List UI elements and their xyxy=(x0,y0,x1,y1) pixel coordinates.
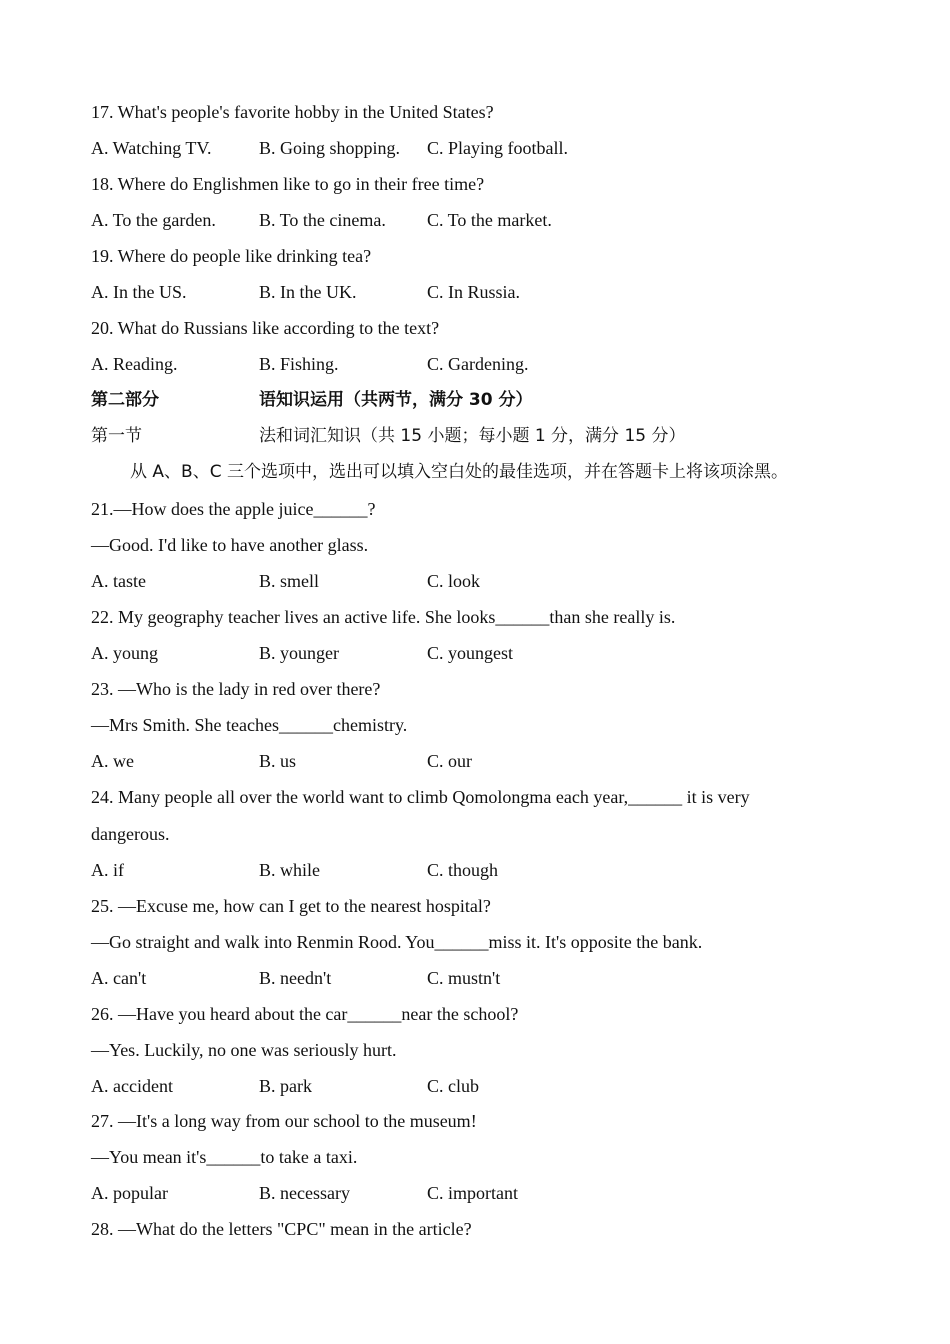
question-19: 19. Where do people like drinking tea? xyxy=(91,246,372,266)
option-c: C. Playing football. xyxy=(427,138,568,158)
question-21-reply: —Good. I'd like to have another glass. xyxy=(91,535,369,555)
option-b: B. To the cinema. xyxy=(259,210,386,230)
section-title: 法和词汇知识（共 15 小题；每小题 1 分，满分 15 分） xyxy=(259,426,686,446)
question-21: 21.—How does the apple juice______? xyxy=(91,499,376,519)
option-a: A. can't xyxy=(91,968,147,988)
option-c: C. our xyxy=(427,751,472,771)
question-24: 24. Many people all over the world want to climb Qomolongma each year,______ it is very xyxy=(91,787,750,807)
option-c: C. In Russia. xyxy=(427,282,521,302)
question-17: 17. What's people's favorite hobby in the United States? xyxy=(91,102,494,122)
option-b: B. while xyxy=(259,860,320,880)
section-label: 第一节 xyxy=(91,426,142,446)
option-b: B. younger xyxy=(259,643,339,663)
question-23: 23. —Who is the lady in red over there? xyxy=(91,679,381,699)
option-c: C. mustn't xyxy=(427,968,501,988)
question-26-reply: —Yes. Luckily, no one was seriously hurt. xyxy=(91,1040,397,1060)
question-27-reply: —You mean it's______to take a taxi. xyxy=(91,1147,358,1167)
option-c: C. To the market. xyxy=(427,210,552,230)
option-b: B. smell xyxy=(259,571,320,591)
part-label: 第二部分 xyxy=(91,390,159,410)
question-18: 18. Where do Englishmen like to go in their free time? xyxy=(91,174,485,194)
question-22: 22. My geography teacher lives an active life. She looks______than she really is. xyxy=(91,607,676,627)
option-c: C. important xyxy=(427,1183,518,1203)
option-b: B. park xyxy=(259,1076,312,1096)
option-b: B. Going shopping. xyxy=(259,138,401,158)
question-25-reply: —Go straight and walk into Renmin Rood. You______miss it. It's opposite the bank. xyxy=(91,932,703,952)
option-a: A. popular xyxy=(91,1183,168,1203)
option-a: A. In the US. xyxy=(91,282,187,302)
question-26: 26. —Have you heard about the car______near the school? xyxy=(91,1004,519,1024)
question-23-reply: —Mrs Smith. She teaches______chemistry. xyxy=(91,715,408,735)
option-b: B. us xyxy=(259,751,297,771)
option-a: A. Reading. xyxy=(91,354,178,374)
option-a: A. if xyxy=(91,860,124,880)
option-a: A. accident xyxy=(91,1076,173,1096)
option-b: B. necessary xyxy=(259,1183,350,1203)
option-c: C. Gardening. xyxy=(427,354,529,374)
question-25: 25. —Excuse me, how can I get to the nearest hospital? xyxy=(91,896,491,916)
option-c: C. club xyxy=(427,1076,479,1096)
question-27: 27. —It's a long way from our school to the museum! xyxy=(91,1111,477,1131)
question-20: 20. What do Russians like according to the text? xyxy=(91,318,440,338)
instruction: 从 A、B、C 三个选项中，选出可以填入空白处的最佳选项，并在答题卡上将该项涂黑。 xyxy=(130,462,788,482)
option-b: B. Fishing. xyxy=(259,354,339,374)
option-a: A. Watching TV. xyxy=(91,138,212,158)
option-b: B. needn't xyxy=(259,968,332,988)
part-title: 语知识运用（共两节，满分 30 分） xyxy=(259,390,533,410)
option-a: A. To the garden. xyxy=(91,210,216,230)
option-a: A. taste xyxy=(91,571,146,591)
option-b: B. In the UK. xyxy=(259,282,357,302)
option-c: C. though xyxy=(427,860,499,880)
option-c: C. youngest xyxy=(427,643,514,663)
option-a: A. young xyxy=(91,643,158,663)
question-28: 28. —What do the letters "CPC" mean in the article? xyxy=(91,1219,472,1239)
option-c: C. look xyxy=(427,571,481,591)
option-a: A. we xyxy=(91,751,134,771)
question-24-continued: dangerous. xyxy=(91,824,170,844)
